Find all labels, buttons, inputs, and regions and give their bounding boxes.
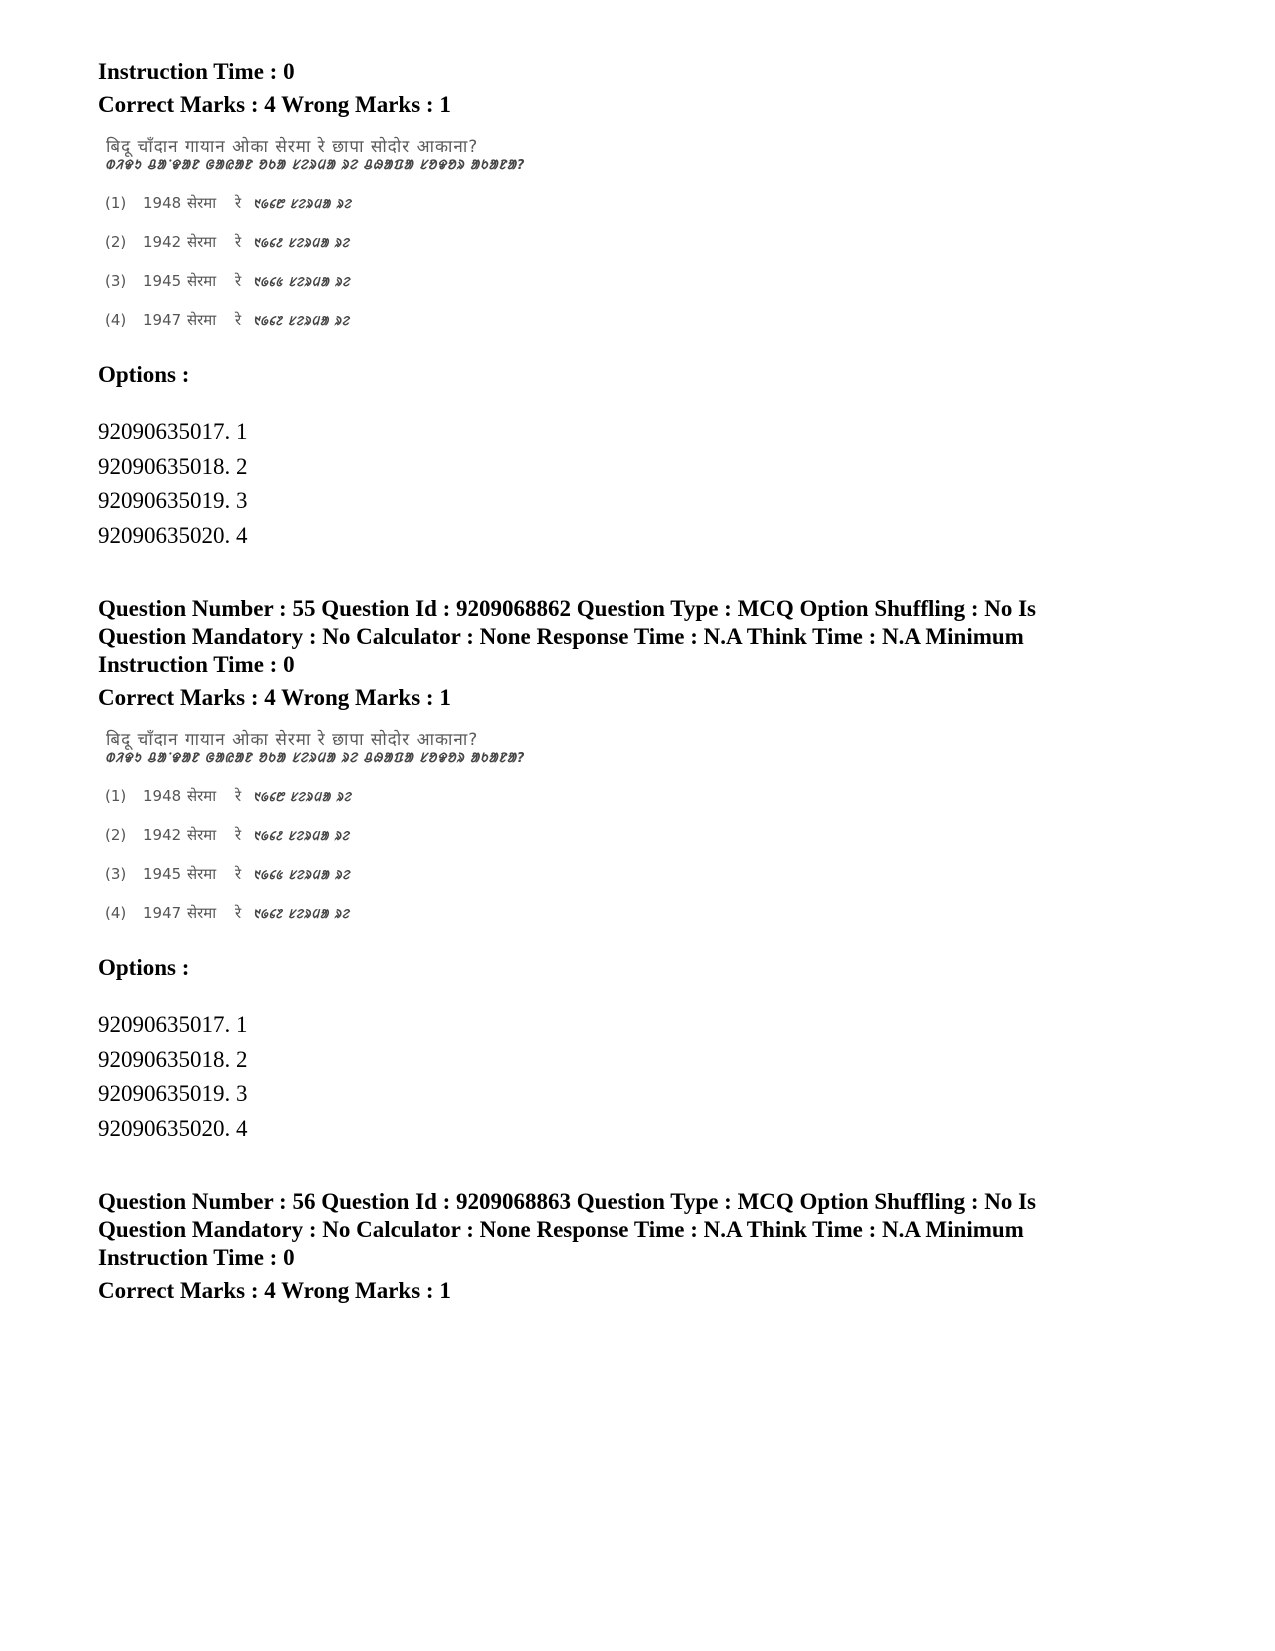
choice-3: (3) 1945 सेरमा रे ᱑᱙᱔᱕ ᱥᱮᱨᱢᱟ ᱨᱮ [105,865,351,883]
choice-4: (4) 1947 सेरमा रे ᱑᱙᱔᱗ ᱥᱮᱨᱢᱟ ᱨᱮ [105,311,350,329]
question-54-tail [98,58,1188,553]
question-header-line-3: Instruction Time : 0 [98,652,295,677]
question-hindi: बिदू चाँदान गायान ओका सेरमा रे छापा सोदोर आकाना? [106,137,479,157]
choice-1: (1) 1948 सेरमा रे ᱑᱙᱔᱘ ᱥᱮᱨᱢᱟ ᱨᱮ [105,787,352,805]
options-title: Options : [98,955,190,980]
option-item: 92090635018. 2 [98,1046,248,1072]
choice-2: (2) 1942 सेरमा रे ᱑᱙᱔᱒ ᱥᱮᱨᱢᱟ ᱨᱮ [105,826,350,844]
choice-1: (1) 1948 सेरमा रे ᱑᱙᱔᱘ ᱥᱮᱨᱢᱟ ᱨᱮ [105,194,352,212]
choice-2: (2) 1942 सेरमा रे ᱑᱙᱔᱒ ᱥᱮᱨᱢᱟ ᱨᱮ [105,233,350,251]
question-santali: ᱵᱤᱫᱩ ᱪᱟᱸᱫᱟᱱ ᱜᱟᱭᱟᱱ ᱚᱠᱟ ᱥᱮᱨᱢᱟ ᱨᱮ ᱪᱷᱟᱯᱟ ᱥᱚᱫᱚᱨ ᱟᱠᱟᱱᱟ? [105,158,526,173]
marks-line: Correct Marks : 4 Wrong Marks : 1 [98,92,451,117]
question-header-line-2: Question Mandatory : No Calculator : None Response Time : N.A Think Time : N.A Minimum [98,1217,1024,1242]
question-header-line-1: Question Number : 56 Question Id : 9209068863 Question Type : MCQ Option Shuffling : No Is [98,1189,1037,1214]
choice-4: (4) 1947 सेरमा रे ᱑᱙᱔᱗ ᱥᱮᱨᱢᱟ ᱨᱮ [105,904,350,922]
option-item: 92090635017. 1 [98,1012,248,1037]
options-title: Options : [98,362,190,387]
question-hindi: बिदू चाँदान गायान ओका सेरमा रे छापा सोदोर आकाना? [106,730,479,750]
question-header-line-2: Question Mandatory : No Calculator : None Response Time : N.A Think Time : N.A Minimum [98,624,1024,649]
document-page [98,58,1188,1305]
question-56 [98,1188,1188,1305]
question-image [98,136,568,330]
question-santali: ᱵᱤᱫᱩ ᱪᱟᱸᱫᱟᱱ ᱜᱟᱭᱟᱱ ᱚᱠᱟ ᱥᱮᱨᱢᱟ ᱨᱮ ᱪᱷᱟᱯᱟ ᱥᱚᱫᱚᱨ ᱟᱠᱟᱱᱟ? [105,751,526,766]
marks-line: Correct Marks : 4 Wrong Marks : 1 [98,685,451,710]
option-item: 92090635017. 1 [98,419,248,444]
option-item: 92090635020. 4 [98,522,248,548]
choice-3: (3) 1945 सेरमा रे ᱑᱙᱔᱕ ᱥᱮᱨᱢᱟ ᱨᱮ [105,272,351,290]
option-item: 92090635020. 4 [98,1115,248,1141]
option-item: 92090635019. 3 [98,1081,248,1106]
question-header-line-3: Instruction Time : 0 [98,1245,295,1270]
question-image [98,729,568,923]
instruction-time: Instruction Time : 0 [98,59,295,84]
question-55 [98,595,1188,1146]
question-header-line-1: Question Number : 55 Question Id : 9209068862 Question Type : MCQ Option Shuffling : No Is [98,596,1037,621]
marks-line: Correct Marks : 4 Wrong Marks : 1 [98,1278,451,1303]
option-item: 92090635019. 3 [98,488,248,513]
option-item: 92090635018. 2 [98,453,248,479]
